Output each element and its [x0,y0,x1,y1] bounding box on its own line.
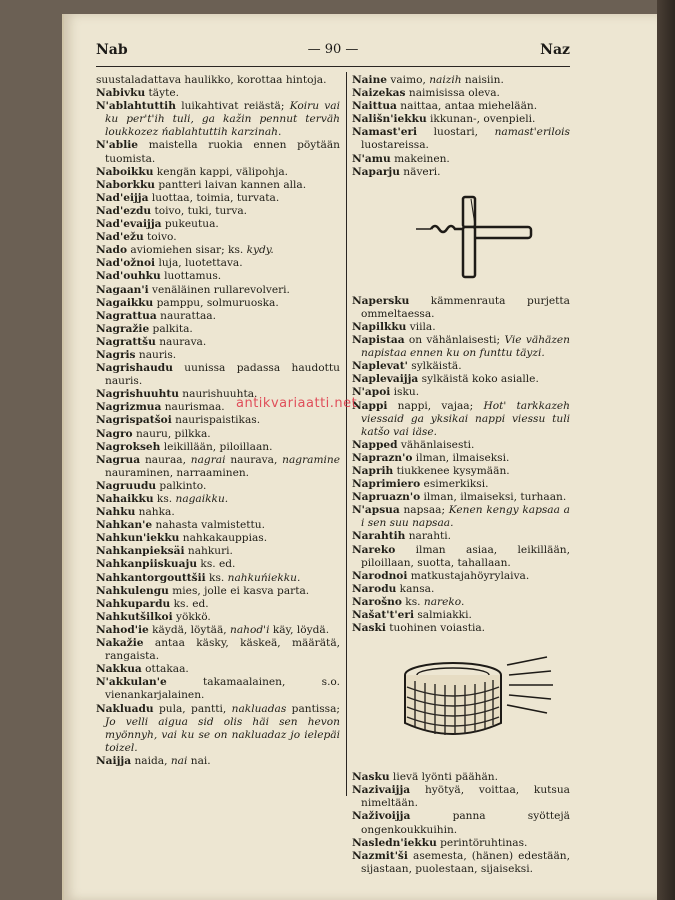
dictionary-entry [96,454,340,480]
right-column-top [352,74,570,179]
entry-definition: palkita. [149,322,193,335]
entry-headword: Narošno [352,595,402,608]
entry-headword: Napilkku [352,320,407,333]
entry-definition: naurava, [225,453,283,466]
entry-definition: nauraminen, narraaminen. [105,466,250,479]
entry-definition: isku. [390,386,420,399]
entry-headword: Nagaikku [96,296,154,309]
entry-definition: käydä, löytää, [148,623,231,636]
entry-headword: Nahkupardu [96,597,171,610]
dictionary-entry [96,624,340,637]
entry-headword: Nahkanpiiskuaju [96,558,198,571]
entry-headword: Nahku [96,506,136,519]
entry-definition: naida, [131,754,171,767]
entry-example: nakluadas [231,702,287,715]
entry-headword: Nagrispatšoi [96,414,172,427]
entry-example: nahod'i [230,623,270,636]
entry-definition: leikillään, piloillaan. [160,440,273,453]
entry-headword: Nagrishaudu [96,362,173,375]
entry-definition: ilman, ilmaiseksi, turhaan. [420,491,567,504]
entry-headword: Nasku [352,771,390,784]
dictionary-entry [96,336,340,349]
entry-example: Jo velli aigua sid olis häi sen hevon myönnyh, vai ku se on nakluadaz jo ielepäi toizel. [105,715,340,754]
dictionary-entry [96,480,340,493]
right-column-middle [352,295,570,635]
entry-headword: Nagrua [96,453,141,466]
entry-definition: tiukkenee kysymään. [393,464,510,477]
dictionary-entry [96,270,340,283]
dictionary-entry [96,532,340,545]
entry-headword: Nagris [96,348,136,361]
dictionary-entry [96,663,340,676]
entry-headword: N'ablahtuttih [96,100,176,113]
corkscrew-figure [352,179,570,295]
entry-example: nareko. [423,595,465,608]
dictionary-entry [96,231,340,244]
entry-headword: N'ablie [96,139,138,152]
entry-example: nahkuńiekku. [227,571,301,584]
entry-definition: ottakaa. [141,663,189,676]
entry-example: namast'erilois [494,126,570,139]
entry-headword: Nagrattšu [96,335,156,348]
dictionary-entry [96,179,340,192]
entry-definition: kengän kappi, välipohja. [153,165,289,178]
corkscrew-icon [371,179,551,295]
entry-definition: napsaa; [399,504,449,517]
entry-headword: Našat't'eri [352,609,414,621]
entry-example: Hot' tarkkazeh viessaid ga yksikai nappi viessu tuli katšo vai iäse. [361,399,570,438]
entry-definition: luostareissa. [361,139,429,152]
dictionary-entry [352,126,570,152]
dictionary-entry [96,493,340,506]
entry-headword: Narodu [352,582,397,595]
dictionary-entry [352,530,570,543]
basket-icon [361,635,561,771]
dictionary-entry [96,74,340,87]
entry-definition: nauris. [135,348,177,361]
dictionary-entry [96,572,340,585]
entry-headword: Naprimiero [352,478,421,491]
entry-definition: asemesta, (hänen) edestään, sijastaan, puolestaan, sijaiseksi. [361,849,570,875]
dictionary-entry [352,373,570,386]
dictionary-entry [96,297,340,310]
entry-definition: nappi, vajaa; [387,399,484,412]
entry-headword: N'amu [352,152,391,165]
entry-definition: antaa käsky, käskeä, määrätä, rangaista. [105,637,340,663]
entry-definition: ks. ed. [170,597,209,610]
entry-headword: Naizekas [352,87,406,100]
entry-definition: ks. ed. [197,558,236,571]
entry-definition: naisiin. [461,74,504,86]
entry-headword: Nahkanpieksäi [96,545,185,558]
entry-headword: Naprazn'o [352,451,413,464]
entry-definition: naurismaa. [161,401,225,414]
entry-definition: matkustajahöyrylaiva. [407,569,530,582]
entry-definition: maistella ruokia ennen pöytään tuomista. [105,139,340,165]
entry-definition: on vähänlaisesti; [404,334,505,347]
dictionary-entry [96,218,340,231]
entry-headword: Naittua [352,100,397,113]
entry-example: kydy. [246,244,274,257]
entry-headword: Nad'eijja [96,191,149,204]
entry-definition: viila. [406,320,436,333]
dictionary-entry [352,850,570,876]
dictionary-entry [352,295,570,321]
entry-headword: Nališn'iekku [352,113,427,126]
entry-headword: Nagaan'i [96,283,149,296]
entry-definition: luja, luotettava. [155,257,243,270]
entry-definition: täyte. [145,87,180,100]
dictionary-entry [96,362,340,388]
entry-headword: Nado [96,244,128,257]
dictionary-entry [352,491,570,504]
entry-definition: vähänlaisesti. [397,438,475,451]
entry-headword: Napistaa [352,334,405,347]
entry-definition: luottaa, toimia, turvata. [148,191,280,204]
dictionary-entry [352,504,570,530]
dictionary-entry [96,585,340,598]
entry-definition: pula, pantti, [153,702,232,715]
entry-definition: narahti. [405,530,452,543]
entry-headword: Nagrokseh [96,440,161,453]
entry-definition: sylkäistä. [407,360,462,373]
entry-headword: Nakluadu [96,702,154,715]
entry-definition: venäläinen rullarevolveri. [148,283,290,296]
entry-definition: ks. [401,595,424,608]
entry-definition: lievä lyönti päähän. [389,771,498,784]
entry-definition: uunissa padassa haudottu nauris. [105,362,340,388]
entry-headword: Nahkan'e [96,519,153,532]
right-column-bottom [352,771,570,876]
dictionary-entry [96,166,340,179]
entry-headword: Nahkun'iekku [96,532,180,545]
dictionary-entry [352,810,570,836]
entry-definition: näveri. [399,165,441,178]
entry-definition: perintöruhtinas. [436,836,528,849]
entry-headword: Nakkua [96,663,142,676]
entry-definition: naurispaistikas. [171,414,261,427]
entry-headword: Nad'ouhku [96,270,161,283]
page-number: — 90 — [307,42,359,57]
entry-example: nagramine [282,453,340,466]
entry-headword: Nahkulengu [96,584,169,597]
header-left-guideword: Nab [96,42,128,58]
entry-headword: Nappi [352,399,388,412]
dictionary-entry [96,755,340,768]
entry-definition: nahasta valmistettu. [152,519,265,532]
entry-headword: Naplevaijja [352,373,419,386]
dictionary-entry [352,439,570,452]
dictionary-entry [352,400,570,439]
entry-headword: Nareko [352,543,396,556]
dictionary-entry [352,771,570,784]
dictionary-entry [352,784,570,810]
dictionary-entry [96,87,340,100]
dictionary-entry [352,321,570,334]
entry-definition: naurava. [155,335,207,348]
entry-definition: naurattaa. [156,309,216,322]
dictionary-entry [352,596,570,609]
entry-headword: Naboikku [96,165,154,178]
entry-example: Koiru vai ku per't'ih tuli, ga kažin pennut terväh loukkozez ńablahtuttih karzinah. [105,100,340,139]
dictionary-entry [96,519,340,532]
dictionary-entry [352,478,570,491]
dictionary-entry [96,428,340,441]
dictionary-entry [352,465,570,478]
column-divider [346,72,347,796]
entry-definition: takamaalainen, s.o. vienankarjalainen. [105,676,340,702]
entry-definition: nauraa, [140,453,191,466]
entry-headword: Naski [352,622,386,635]
dictionary-entry [96,257,340,270]
entry-example: Kenen kengy kapsaa a i sen suu napsaa. [361,504,570,530]
entry-definition: kämmenrauta purjetta ommeltaessa. [361,294,570,320]
entry-definition: ks. [153,493,176,505]
dictionary-entry [96,323,340,336]
entry-headword: Nad'ežu [96,231,144,244]
entry-definition: nauru, pilkka. [132,427,211,440]
entry-headword: Nahkutšilkoi [96,610,173,623]
entry-headword: Nagrizmua [96,401,162,414]
entry-example: nai [170,754,188,767]
watermark: antikvariaatti.net [236,396,358,411]
dictionary-entry [96,545,340,558]
entry-definition: hyötyä, voittaa, kutsua nimeltään. [361,784,570,810]
dictionary-entry [96,284,340,297]
entry-headword: Nagro [96,427,133,440]
dictionary-entry [96,558,340,571]
entry-headword: Nazivaijja [352,784,411,797]
entry-definition: suustaladattava haulikko, korottaa hintoja. [96,74,327,86]
entry-example: nagaikku. [175,493,229,505]
entry-definition: pamppu, solmuruoska. [153,296,279,309]
entry-definition: salmiakki. [414,609,472,621]
dictionary-entry [352,622,570,635]
entry-example: Vie vähäzen napistaa ennen ku on funttu täyzi. [361,334,571,360]
entry-definition: makeinen. [390,152,450,165]
entry-definition: ilman asiaa, leikillään, piloillaan, suotta, tahallaan. [361,543,570,569]
dictionary-entry [352,153,570,166]
entry-headword: Nazmit'ši [352,849,408,862]
entry-definition: palkinto. [156,479,207,492]
entry-headword: Nahkantorgouttšii [96,571,206,584]
entry-definition: pantissa; [286,702,340,715]
entry-definition: nahka. [135,506,175,519]
dictionary-entry [352,74,570,87]
entry-headword: Nagražie [96,322,150,335]
dictionary-entry [96,244,340,257]
entry-headword: Napped [352,438,398,451]
entry-definition: käy, löydä. [269,623,330,636]
header-right-guideword: Naz [540,42,570,58]
entry-headword: Nahod'ie [96,623,149,636]
entry-headword: Naijja [96,754,132,767]
entry-headword: Nasledn'iekku [352,836,437,849]
dictionary-entry [352,166,570,179]
entry-definition: nahkuri. [184,545,233,558]
basket-figure [352,635,570,771]
dictionary-entry [96,611,340,624]
dictionary-entry [96,139,340,165]
entry-headword: Nagrishuuhtu [96,388,179,401]
dictionary-entry [352,452,570,465]
entry-headword: Narahtih [352,530,406,543]
dictionary-entry [96,414,340,427]
entry-headword: Naparju [352,165,400,178]
entry-headword: Napruazn'o [352,491,421,504]
entry-headword: Narodnoi [352,569,408,582]
entry-headword: Nad'ezdu [96,204,152,217]
entry-headword: Namast'eri [352,126,418,139]
entry-definition: luikahtivat reiästä; [175,100,290,113]
dictionary-entry [96,598,340,611]
entry-headword: Nad'evaijja [96,218,162,231]
entry-definition: kansa. [396,582,435,595]
entry-definition: naimisissa oleva. [405,87,500,100]
right-column [352,74,570,876]
entry-definition: ikkunan-, ovenpieli. [426,113,536,126]
dictionary-entry [352,87,570,100]
entry-definition: esimerkiksi. [420,478,489,491]
dictionary-entry [96,506,340,519]
dictionary-entry [352,113,570,126]
dictionary-entry [96,205,340,218]
dictionary-entry [96,441,340,454]
entry-headword: Naborkku [96,178,155,191]
dictionary-entry [352,609,570,622]
dictionary-entry [352,386,570,399]
entry-headword: Naplevat' [352,360,408,373]
entry-example: nagrai [190,453,226,466]
entry-definition: mies, jolle ei kasva parta. [168,584,310,597]
dictionary-entry [96,637,340,663]
entry-definition: luottamus. [160,270,222,283]
entry-definition: panna syöttejä ongenkoukkuihin. [361,810,570,836]
entry-definition: naurishuuhta. [178,388,258,401]
entry-headword: Nakažie [96,637,144,650]
entry-headword: N'apoi [352,386,391,399]
entry-headword: Nagrattua [96,309,157,322]
entry-headword: Naine [352,74,388,86]
entry-definition: pukeutua. [161,218,219,231]
entry-definition: naittaa, antaa miehelään. [396,100,538,113]
dictionary-entry [96,703,340,755]
entry-headword: Nabivku [96,87,146,100]
entry-definition: nai. [187,754,211,767]
entry-headword: Napersku [352,294,410,307]
dictionary-entry [96,100,340,139]
dictionary-entry [352,583,570,596]
entry-headword: N'apsua [352,504,400,517]
dictionary-entry [96,349,340,362]
dictionary-entry [96,676,340,702]
entry-headword: Nahaikku [96,493,154,505]
entry-definition: luostari, [417,126,495,139]
entry-headword: Naprih [352,464,394,477]
dictionary-entry [352,544,570,570]
entry-example: naizih [429,74,462,86]
left-column [96,74,340,768]
dictionary-entry [352,100,570,113]
book-spine [657,0,675,900]
entry-definition: tuohinen voiastia. [385,622,486,635]
dictionary-entry [352,334,570,360]
entry-headword: Nad'ožnoi [96,257,156,270]
entry-headword: Naživoijja [352,810,411,823]
entry-definition: ks. [205,571,228,584]
dictionary-entry [352,837,570,850]
page-header [96,42,570,64]
entry-definition: toivo, tuki, turva. [151,204,248,217]
dictionary-entry [96,310,340,323]
dictionary-entry [352,360,570,373]
entry-definition: yökkö. [172,610,211,623]
entry-definition: pantteri laivan kannen alla. [155,178,307,191]
entry-headword: N'akkulan'e [96,676,167,689]
entry-definition: aviomiehen sisar; ks. [127,244,247,257]
header-rule [96,66,570,67]
dictionary-entry [352,570,570,583]
entry-headword: Nagruudu [96,479,157,492]
entry-definition: ilman, ilmaiseksi. [412,451,510,464]
entry-definition: sylkäistä koko asialle. [418,373,539,386]
entry-definition: vaimo, [387,74,430,86]
dictionary-entry [96,192,340,205]
entry-definition: toivo. [143,231,177,244]
entry-definition: nahkakauppias. [179,532,268,545]
